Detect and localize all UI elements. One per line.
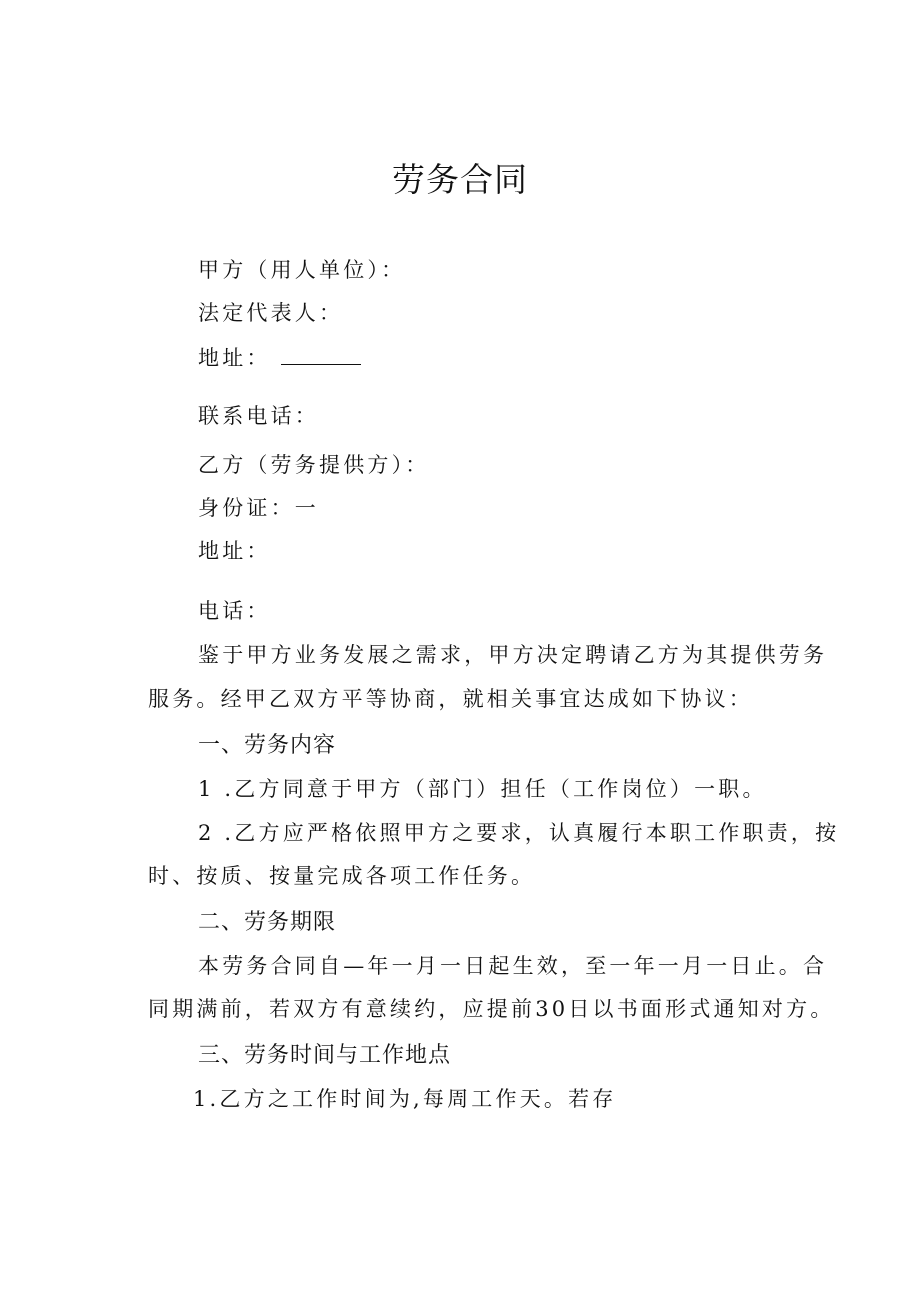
party-b-phone-label: 电话： — [198, 599, 271, 623]
section-1-line-2: 2 .乙方应严格依照甲方之要求，认真履行本职工作职责，按 — [198, 821, 840, 845]
section-heading-2: 二、劳务期限 — [198, 910, 337, 935]
section-heading-1: 一、劳务内容 — [198, 733, 337, 758]
section-1-line-1: 1 .乙方同意于甲方（部门）担任（工作岗位）一职。 — [198, 777, 767, 801]
section-1-line-3: 时、按质、按量完成各项工作任务。 — [148, 864, 536, 888]
party-b-address-label: 地址： — [198, 539, 271, 563]
party-a-address-row — [198, 346, 361, 369]
document-title: 劳务合同 — [392, 160, 528, 199]
section-heading-3: 三、劳务时间与工作地点 — [198, 1043, 452, 1068]
section-3-line-1: 1.乙方之工作时间为,每周工作天。若存 — [193, 1087, 617, 1111]
section-2-line-1: 本劳务合同自—年一月一日起生效，至一年一月一日止。合 — [198, 954, 828, 978]
party-a-phone-label: 联系电话： — [198, 404, 319, 428]
party-a-address-label: 地址： — [198, 346, 271, 370]
preamble-line-2: 服务。经甲乙双方平等协商，就相关事宜达成如下协议： — [148, 687, 753, 711]
party-a-legal-rep-label: 法定代表人： — [198, 301, 344, 325]
section-2-line-2: 同期满前，若双方有意续约，应提前30日以书面形式通知对方。 — [148, 997, 835, 1021]
party-b-label: 乙方（劳务提供方）： — [198, 453, 430, 477]
party-a-label: 甲方（用人单位）： — [198, 258, 406, 282]
address-blank-line — [281, 346, 361, 365]
preamble-line-1: 鉴于甲方业务发展之需求，甲方决定聘请乙方为其提供劳务 — [198, 643, 828, 667]
party-b-id-label: 身份证：一 — [198, 496, 319, 520]
